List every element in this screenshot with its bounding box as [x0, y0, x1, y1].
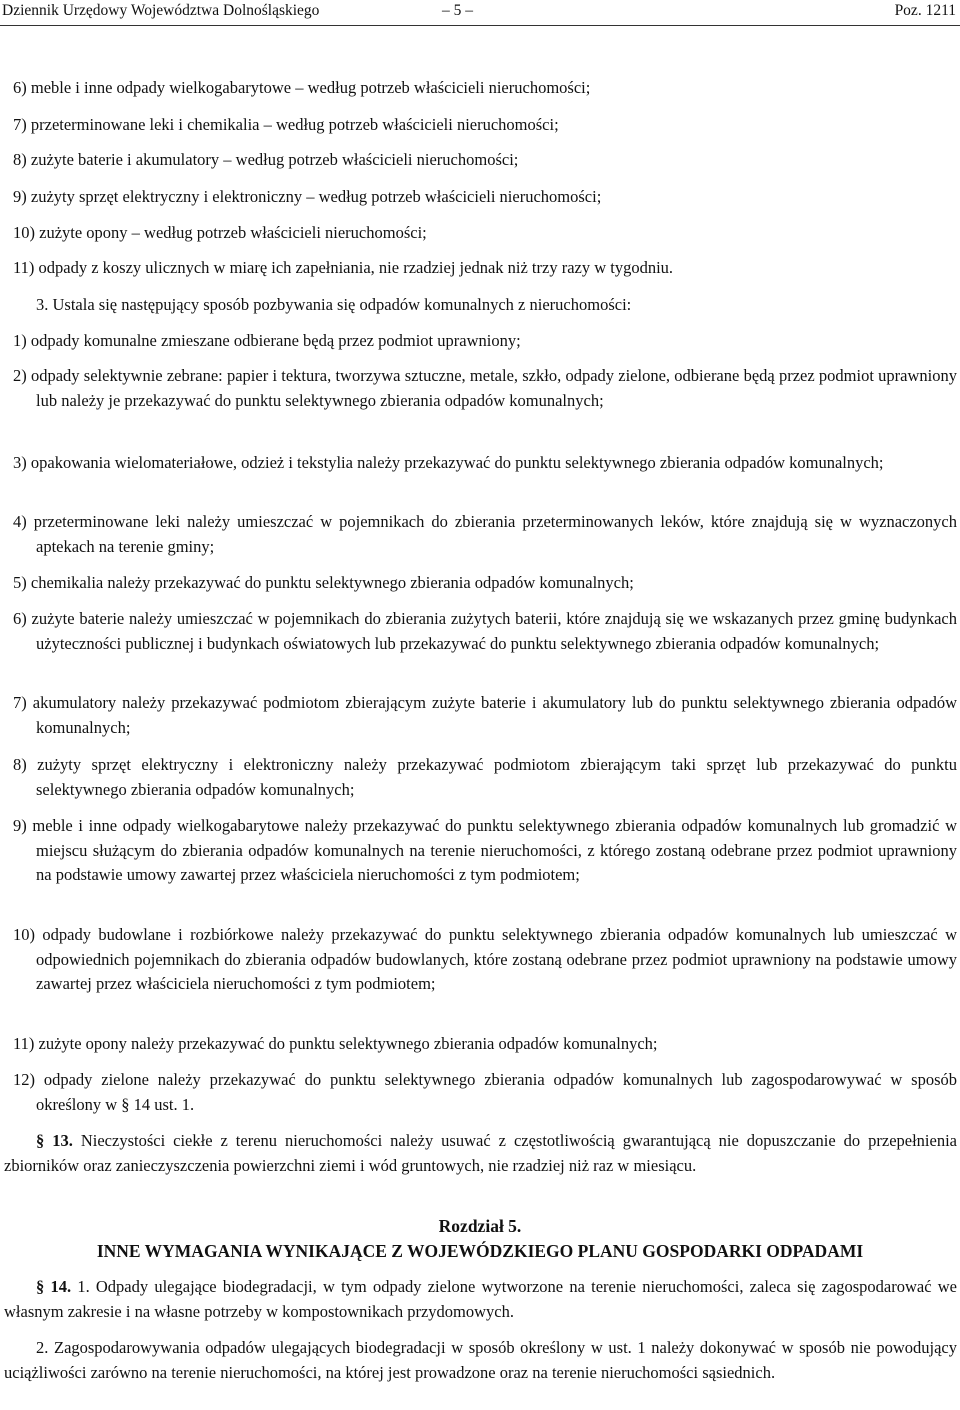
list-item: 9) zużyty sprzęt elektryczny i elektroniczny – według potrzeb właścicieli nieruchomości;: [13, 187, 602, 206]
list-item: 6) zużyte baterie należy umieszczać w pojemnikach do zbierania zużytych baterii, które znajdują się we wskazanych przez gminę budynkach użyteczności publicznej i budynkach oświatowych lub przekazywać do punktu selektywnego zbierania odpadów komunalnych;: [13, 609, 957, 653]
paragraph-14: [4, 1275, 957, 1324]
list-item: 10) zużyte opony – według potrzeb właścicieli nieruchomości;: [13, 223, 427, 242]
list-item: 11) odpady z koszy ulicznych w miarę ich zapełniania, nie rzadziej jednak niż trzy razy w tygodniu.: [13, 258, 674, 277]
position-number: Poz. 1211: [894, 2, 956, 19]
list-item: 7) przeterminowane leki i chemikalia – według potrzeb właścicieli nieruchomości;: [13, 115, 559, 134]
list-item: 8) zużyte baterie i akumulatory – według potrzeb właścicieli nieruchomości;: [13, 150, 519, 169]
list-item: 11) zużyte opony należy przekazywać do punktu selektywnego zbierania odpadów komunalnych;: [13, 1034, 658, 1053]
list-item: 4) przeterminowane leki należy umieszczać w pojemnikach do zbierania przeterminowanych leków, które znajdują się w wyznaczonych aptekach na terenie gminy;: [13, 512, 957, 556]
page-number: – 5 –: [442, 2, 473, 19]
list-item: 1) odpady komunalne zmieszane odbierane będą przez podmiot uprawniony;: [13, 331, 521, 350]
paragraph-number: § 13.: [36, 1131, 73, 1150]
list-item: 10) odpady budowlane i rozbiórkowe należy przekazywać do punktu selektywnego zbierania odpadów komunalnych lub umieszczać w odpowiednich pojemnikach do zbierania odpadów budowlanych, które zostaną odebrane przez podmiot uprawniony na podstawie umowy zawartej przez właściciela nieruchomości z tym podmiotem;: [13, 925, 957, 993]
list-item: 3) opakowania wielomateriałowe, odzież i tekstylia należy przekazywać do punktu selektywnego zbierania odpadów komunalnych;: [13, 453, 884, 472]
paragraph-14-2: 2. Zagospodarowywania odpadów ulegających biodegradacji w sposób określony w ust. 1 należy dokonywać w sposób nie powodujący uciążliwości zarówno na terenie nieruchomości, na której jest prowadzone oraz na terenie nieruchomości sąsiednich.: [4, 1338, 957, 1382]
list-item: 5) chemikalia należy przekazywać do punktu selektywnego zbierania odpadów komunalnych;: [13, 573, 634, 592]
chapter-subtitle: INNE WYMAGANIA WYNIKAJĄCE Z WOJEWÓDZKIEGO PLANU GOSPODARKI ODPADAMI: [96, 1241, 864, 1261]
journal-title: Dziennik Urzędowy Województwa Dolnośląskiego: [2, 2, 320, 19]
list-item: 6) meble i inne odpady wielkogabarytowe – według potrzeb właścicieli nieruchomości;: [13, 78, 591, 97]
list-item: 8) zużyty sprzęt elektryczny i elektroniczny należy przekazywać podmiotom zbierającym taki sprzęt lub przekazywać do punktu selektywnego zbierania odpadów komunalnych;: [13, 755, 957, 799]
paragraph-text: 1. Odpady ulegające biodegradacji, w tym odpady zielone wytworzone na terenie nieruchomości, zaleca się zagospodarować we własnym zakresie i na własne potrzeby w kompostownikach przydomowych.: [4, 1277, 958, 1321]
list-item: 9) meble i inne odpady wielkogabarytowe należy przekazywać do punktu selektywnego zbierania odpadów komunalnych lub gromadzić w miejscu służącym do zbierania odpadów komunalnych na terenie nieruchomości, z którego zostaną odebrane przez podmiot uprawniony na podstawie umowy zawartej przez właściciela nieruchomości z tym podmiotem;: [13, 816, 957, 884]
list-item: 7) akumulatory należy przekazywać podmiotom zbierającym zużyte baterie i akumulatory lub do punktu selektywnego zbierania odpadów komunalnych;: [13, 693, 957, 737]
section-point-3: 3. Ustala się następujący sposób pozbywania się odpadów komunalnych z nieruchomości:: [36, 295, 632, 314]
paragraph-13: [4, 1129, 957, 1178]
paragraph-text: Nieczystości ciekłe z terenu nieruchomości należy usuwać z częstotliwością gwarantującą nie dopuszczanie do przepełnienia zbiorników oraz zanieczyszczenia powierzchni ziemi i wód gruntowych, nie rzadziej niż raz w miesiącu.: [4, 1131, 957, 1175]
list-item: 12) odpady zielone należy przekazywać do punktu selektywnego zbierania odpadów komunalnych lub zagospodarowywać w sposób określony w § 14 ust. 1.: [13, 1070, 957, 1114]
page-header: [0, 0, 960, 26]
paragraph-number: § 14.: [36, 1277, 72, 1296]
list-item: 2) odpady selektywnie zebrane: papier i tektura, tworzywa sztuczne, metale, szkło, odpady zielone, odbierane będą przez podmiot uprawniony lub należy je przekazywać do punktu selektywnego zbierania odpadów komunalnych;: [13, 366, 957, 410]
chapter-title: Rozdział 5.: [438, 1216, 522, 1236]
